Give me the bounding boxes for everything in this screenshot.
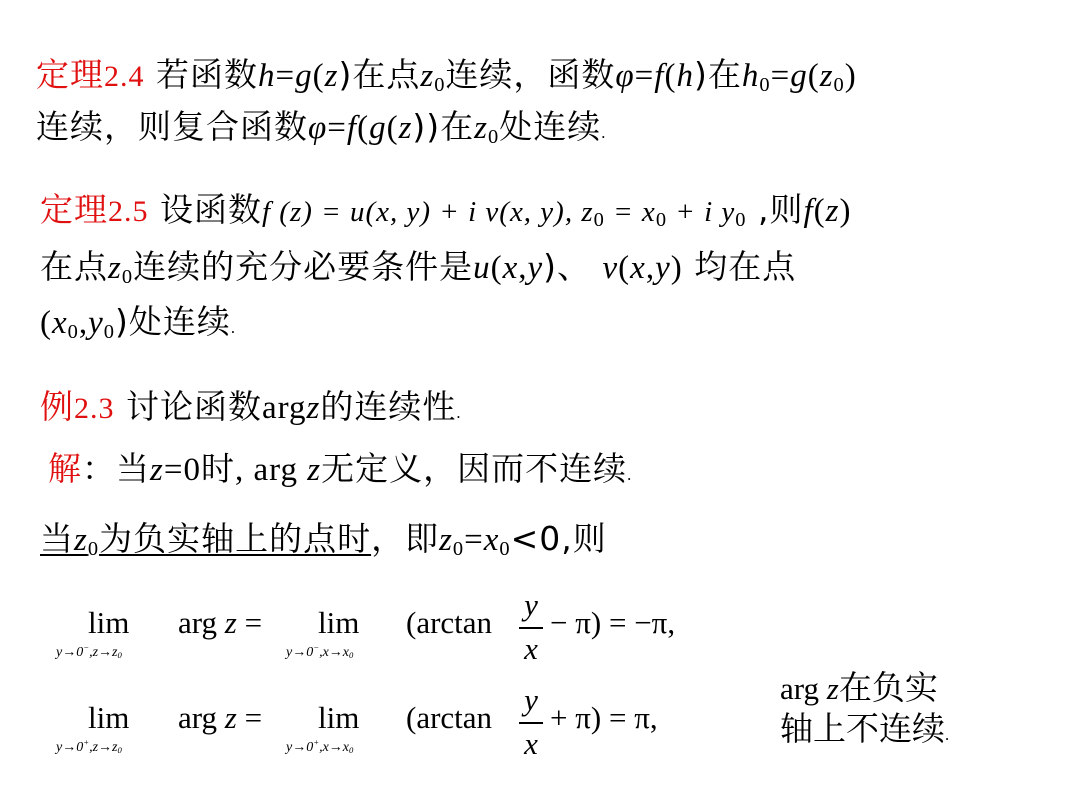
- var-z: z: [474, 110, 488, 146]
- var-g: g: [369, 110, 387, 146]
- var-y: y: [527, 250, 544, 286]
- limit-formula-plus: [0, 682, 760, 770]
- fraction-bar: [519, 722, 543, 724]
- fraction-bar: [519, 627, 543, 629]
- text: 连续的充分必要条件是: [133, 247, 474, 286]
- var-z: z: [307, 452, 322, 488]
- var-z: z: [398, 110, 413, 146]
- theorem-2-5-line-1: [40, 190, 852, 232]
- subscript: 0: [87, 538, 100, 561]
- paren: (: [490, 250, 503, 286]
- text: 在点: [40, 247, 108, 286]
- lim-word: lim: [88, 605, 130, 640]
- var-y: y: [655, 250, 671, 286]
- equals: =: [327, 110, 347, 146]
- paren: (: [40, 305, 52, 341]
- formula: = x: [604, 196, 656, 228]
- text: 连续，则复合函数: [36, 107, 308, 146]
- var-g: g: [295, 58, 313, 94]
- subscript: 0: [833, 74, 845, 97]
- func-arg: arg: [178, 700, 218, 735]
- text: 当: [40, 519, 74, 558]
- subscript: 0: [121, 266, 134, 289]
- cond-sup: −: [83, 641, 90, 652]
- var-z: z: [150, 452, 164, 488]
- var-z: z: [74, 522, 88, 558]
- limit-result: + π) = π,: [550, 700, 658, 735]
- comma: ,: [518, 250, 528, 286]
- text: )处连续: [115, 302, 231, 341]
- cond: y→0: [286, 740, 314, 755]
- paren: (: [357, 110, 370, 146]
- equals: =: [244, 605, 263, 640]
- subscript: 0: [67, 321, 79, 344]
- comma: ,: [645, 250, 656, 286]
- text: 处连续: [499, 107, 602, 146]
- cond-sub: 0: [117, 745, 122, 756]
- equals: =: [634, 58, 655, 94]
- theorem-label: 定理: [40, 190, 108, 229]
- theorem-2-4-line-2: [36, 107, 607, 149]
- equals: =: [244, 700, 263, 735]
- theorem-number: 2.5: [108, 195, 149, 228]
- paren: ): [670, 250, 683, 286]
- var-z: z: [306, 390, 321, 426]
- lim-condition: [56, 736, 122, 756]
- var-y: y: [88, 305, 104, 341]
- theorem-2-4-line-1: [36, 55, 857, 97]
- solution-label: 解: [48, 449, 82, 488]
- text: 设函数: [160, 190, 262, 229]
- subscript: 0: [103, 321, 115, 344]
- theorem-number: 2.4: [104, 60, 145, 93]
- var-z: z: [108, 250, 122, 286]
- var-x: x: [52, 305, 68, 341]
- text: 时: [200, 449, 235, 488]
- subscript: 0: [759, 74, 771, 97]
- text: <0,则: [510, 519, 607, 558]
- text: 若函数: [156, 55, 258, 94]
- fraction-denominator: x: [524, 631, 538, 666]
- var-z: z: [224, 605, 237, 640]
- paren: (: [813, 193, 826, 229]
- paren: (: [312, 58, 325, 94]
- period: .: [627, 465, 633, 484]
- cond-sup: +: [83, 736, 90, 747]
- example-number: 2.3: [74, 392, 115, 425]
- side-note-line-2: [780, 708, 949, 751]
- theorem-2-5-line-3: [40, 302, 236, 344]
- side-note-line-1: [780, 668, 949, 708]
- text: 讨论函数: [126, 387, 262, 426]
- var-z: z: [324, 58, 339, 94]
- text: ))在: [412, 107, 475, 146]
- theorem-label: 定理: [36, 55, 104, 94]
- var-z: z: [826, 671, 839, 706]
- text: 轴上不连续: [780, 708, 945, 748]
- theorem-2-5-line-2: [40, 247, 797, 289]
- var-u: u: [473, 250, 491, 286]
- paren: (: [386, 110, 399, 146]
- period: .: [456, 403, 462, 422]
- lim-word: lim: [88, 700, 130, 735]
- text: )在点: [338, 55, 421, 94]
- cond: y→0: [286, 645, 314, 660]
- lim-condition: [286, 641, 354, 661]
- arg-z: [178, 700, 262, 736]
- text: 均在点: [682, 247, 797, 286]
- subscript: 0: [434, 74, 446, 97]
- var-h: h: [258, 58, 276, 94]
- cond: ,x→x: [319, 740, 350, 755]
- func-arg: arg: [262, 390, 307, 426]
- var-x: x: [502, 250, 519, 286]
- text: 的连续性: [320, 387, 457, 426]
- lim-word: lim: [318, 605, 360, 640]
- equals: =: [275, 58, 296, 94]
- var-z: z: [420, 58, 435, 94]
- paren: (: [807, 58, 820, 94]
- subscript: 0: [499, 538, 511, 561]
- text: 连续，函数: [445, 55, 616, 94]
- text: )在: [693, 55, 742, 94]
- cond-sub: 0: [349, 745, 354, 756]
- text: 无定义，因而不连续: [321, 449, 628, 488]
- equals-zero: =0: [163, 452, 201, 488]
- cond-sub: 0: [349, 650, 354, 661]
- cond: ,z→z: [89, 740, 118, 755]
- var-phi: φ: [308, 110, 328, 146]
- period: .: [230, 318, 236, 337]
- paren: ): [839, 193, 852, 229]
- subscript: 0: [488, 126, 500, 149]
- solution-line-1: [48, 449, 633, 488]
- cond-sup: −: [313, 641, 320, 652]
- limit-formula-minus: [0, 587, 760, 675]
- var-phi: φ: [615, 58, 635, 94]
- var-z: z: [819, 58, 834, 94]
- text: ，即: [371, 519, 440, 558]
- func-arg: arg: [780, 671, 827, 706]
- equals: =: [770, 58, 791, 94]
- var-v: v: [602, 250, 619, 286]
- underlined-condition: [40, 519, 372, 561]
- var-g: g: [790, 58, 808, 94]
- func-arg: , arg: [234, 452, 308, 488]
- var-z: z: [224, 700, 237, 735]
- subscript: 0: [735, 209, 747, 232]
- var-x: x: [483, 522, 500, 558]
- cond: y→0: [56, 740, 84, 755]
- cond: ,x→x: [319, 645, 350, 660]
- text: )、: [543, 247, 603, 286]
- subscript: 0: [452, 538, 465, 561]
- cond: y→0: [56, 645, 84, 660]
- example-label: 例: [40, 387, 74, 426]
- cond: ,z→z: [89, 645, 118, 660]
- formula: f (z) = u(x, y) + i v(x, y), z: [262, 196, 594, 228]
- paren: (: [618, 250, 631, 286]
- fraction-denominator: x: [524, 726, 538, 761]
- subscript: 0: [655, 209, 668, 232]
- comma: ,: [78, 305, 89, 341]
- subscript: 0: [593, 209, 605, 232]
- func-arg: arg: [178, 605, 218, 640]
- arctan-open: (arctan: [406, 605, 493, 640]
- text: 为负实轴上的点时: [99, 519, 372, 558]
- var-z: z: [439, 522, 453, 558]
- lim-condition: [286, 736, 354, 756]
- var-f: f: [654, 58, 665, 94]
- var-f: f: [803, 193, 814, 229]
- limit-result: − π) = −π,: [550, 605, 676, 640]
- equals: =: [464, 522, 484, 558]
- solution-line-2: [40, 519, 607, 561]
- var-f: f: [346, 110, 358, 146]
- lim-word: lim: [318, 700, 360, 735]
- example-2-3: [40, 387, 462, 426]
- text: 在负实: [838, 668, 938, 707]
- fraction-numerator: y: [524, 587, 538, 622]
- var-h: h: [741, 58, 760, 94]
- var-x: x: [630, 250, 646, 286]
- period: .: [945, 724, 950, 744]
- text: ：当: [82, 449, 150, 488]
- cond-sub: 0: [117, 650, 122, 661]
- cond-sup: +: [313, 736, 320, 747]
- arctan-open: (arctan: [406, 700, 493, 735]
- paren: (: [664, 58, 677, 94]
- arg-z: [178, 605, 262, 641]
- lim-condition: [56, 641, 122, 661]
- fraction-numerator: y: [524, 682, 538, 717]
- paren: ): [844, 58, 857, 94]
- formula: + i y: [667, 196, 736, 228]
- period: .: [601, 123, 607, 142]
- side-note: [780, 668, 949, 750]
- text: ,则: [746, 190, 804, 229]
- var-z: z: [825, 193, 840, 229]
- var-h: h: [676, 58, 694, 94]
